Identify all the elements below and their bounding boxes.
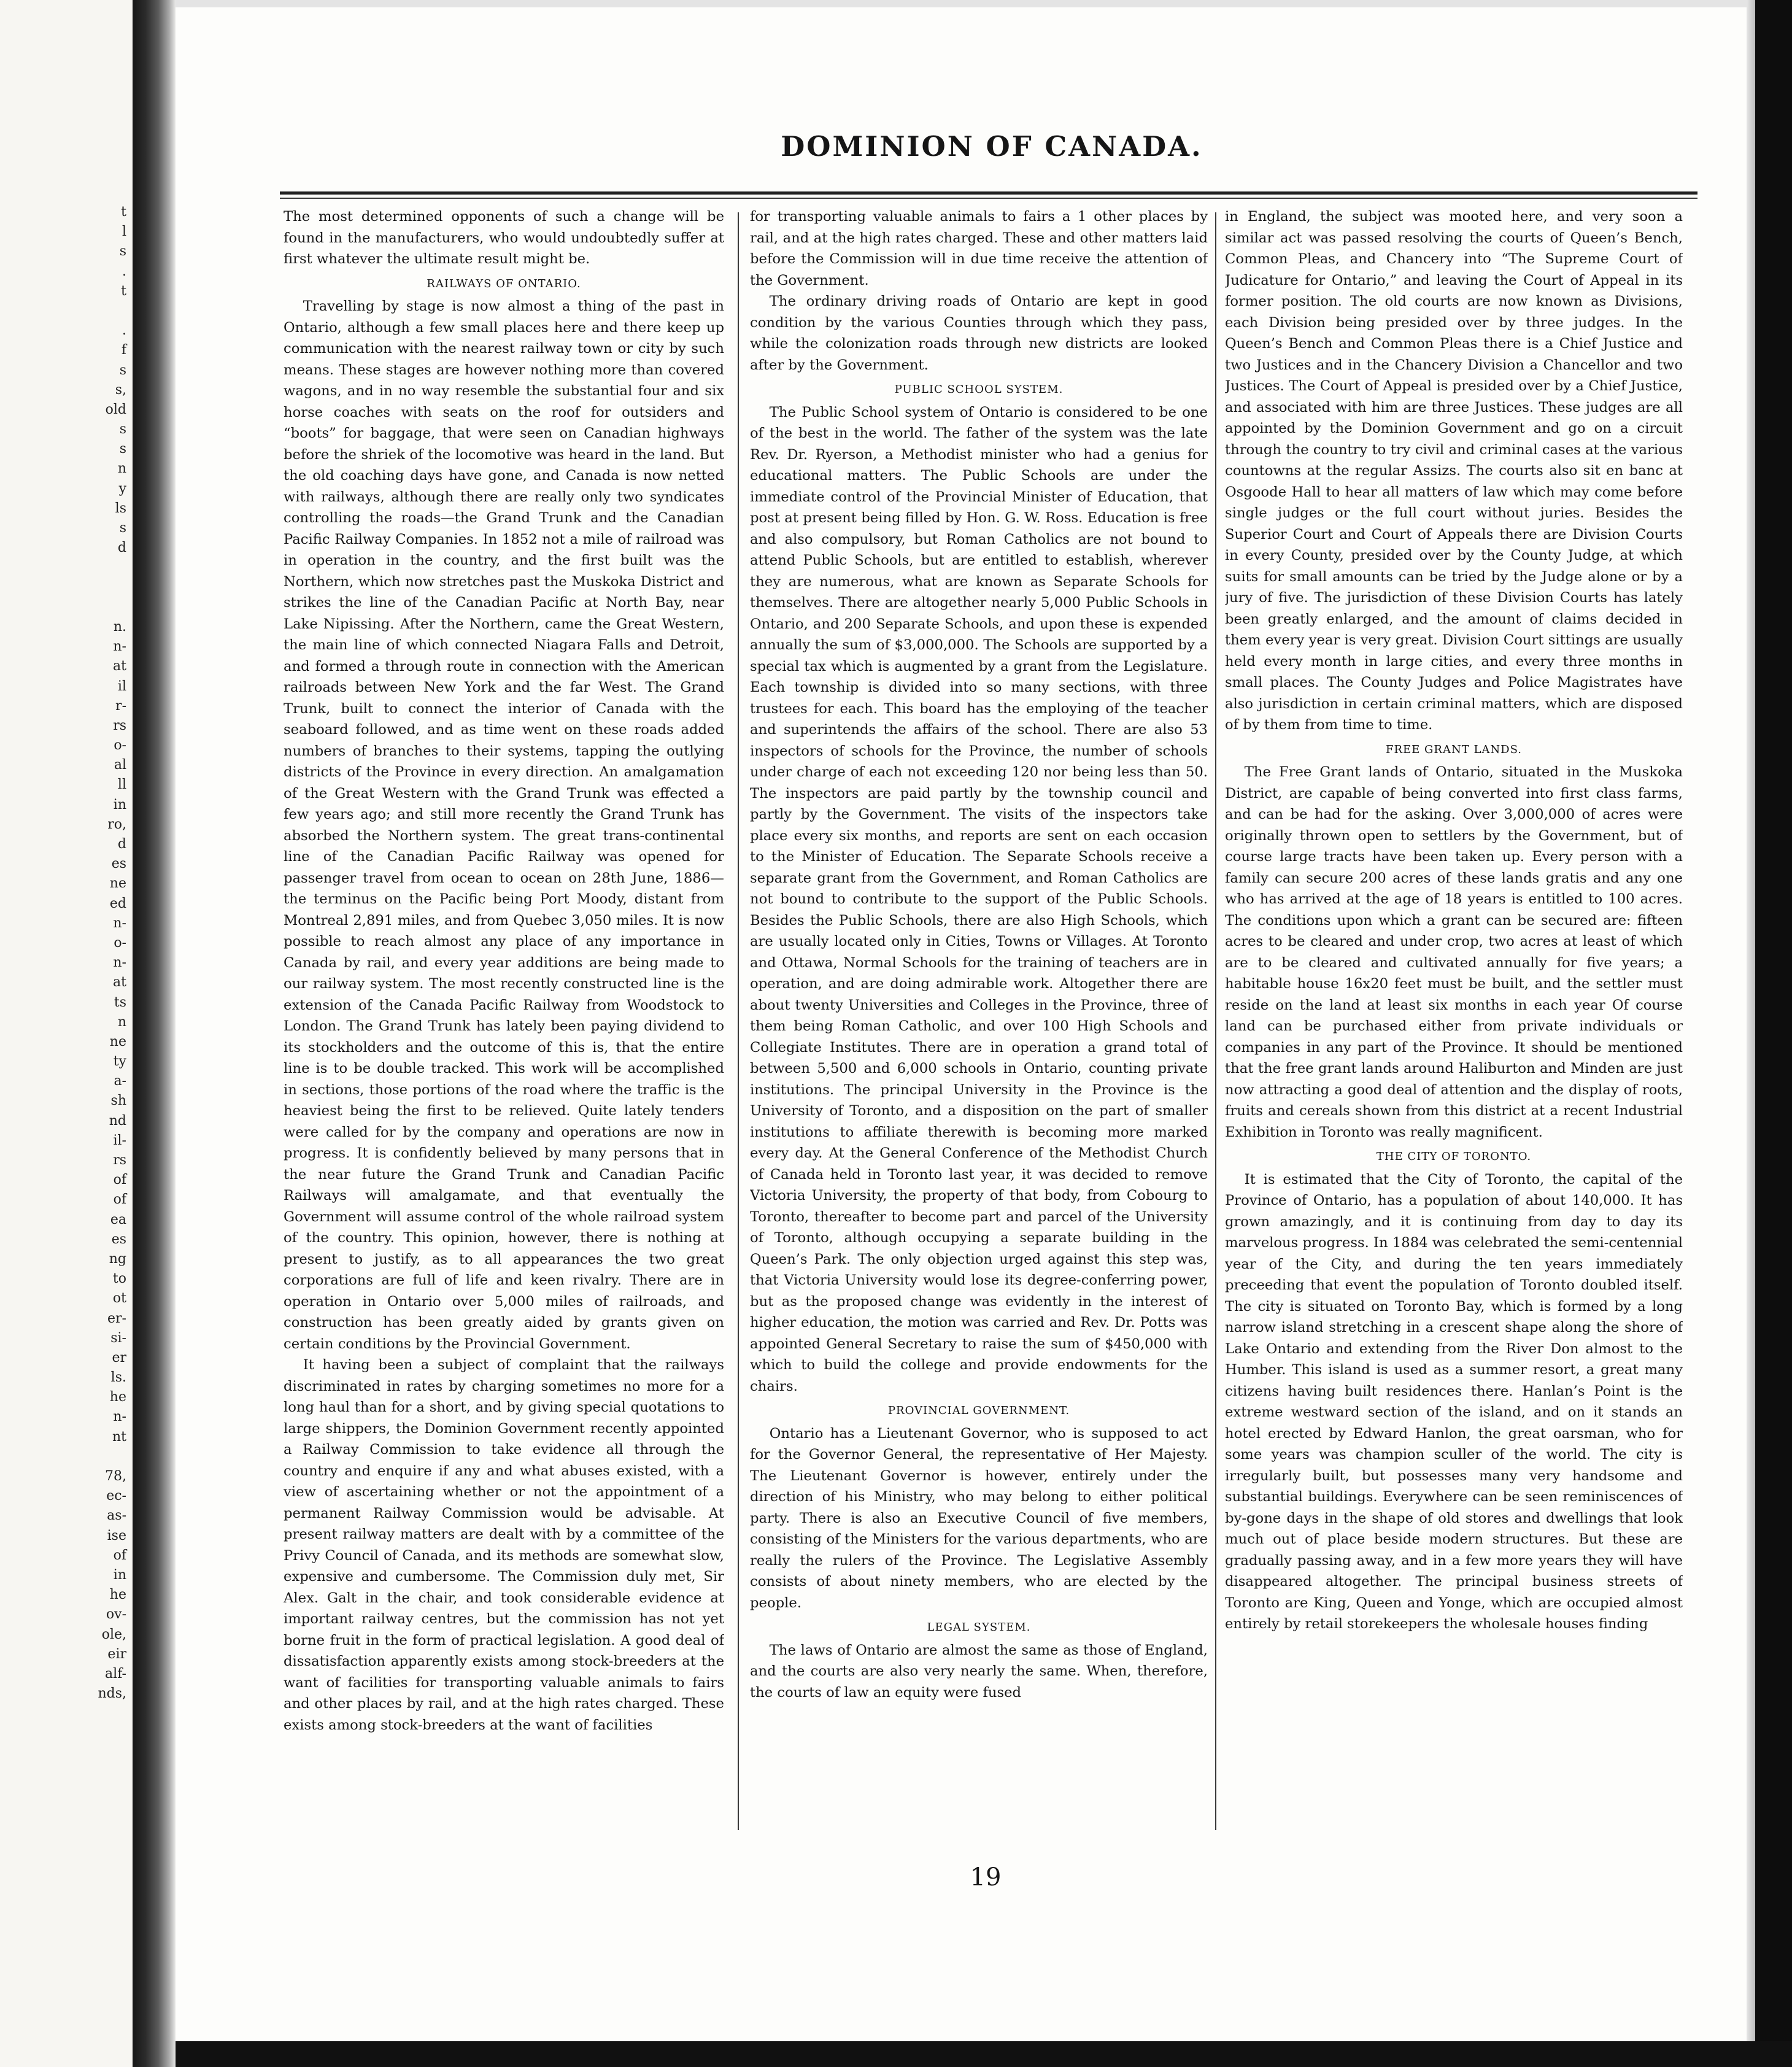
section-heading: FREE GRANT LANDS.	[1386, 743, 1522, 756]
facing-page-fragment: t	[121, 283, 126, 299]
facing-page-fragment: n.	[113, 619, 126, 635]
paragraph: It having been a subject of complaint that the railways discriminated in rates by charging sometimes no more for a long haul than for a short, and by giving special quotations to large shippers, the Dominion Government recently appointed a Railway Commission to take evidence all through the country and enquire if any and what abuses existed, with a view of ascertaining whether or not the appointment of a permanent Railway Commission would be advisable. At present railway matters are dealt with by a committee of the Privy Council of Canada, and its methods are somewhat slow, expensive and cumbersome. The Commission duly met, Sir Alex. Galt in the chair, and took considerable evidence at important railway centres, but the commission has not yet borne fruit in the form of practical legislation. A good deal of dissatisfaction apparently exists among stock-breeders at the want of facilities for transporting valuable animals to fairs and other places by rail, and at the high rates charged. These exists among stock-breeders at the want of facilities	[284, 1357, 724, 1733]
facing-page-fragment: he	[109, 1389, 126, 1405]
facing-page-fragment: es	[111, 1231, 126, 1247]
book-gutter	[133, 0, 176, 2067]
facing-page-fragment: ole,	[101, 1626, 126, 1642]
facing-page-fragment: s,	[115, 382, 126, 398]
facing-page-fragment: ls	[115, 500, 126, 516]
facing-page-fragment: to	[112, 1271, 126, 1287]
facing-page-fragment: nd	[109, 1113, 126, 1129]
paragraph: It is estimated that the City of Toronto, the capital of the Province of Ontario, has a population of about 140,000. It has grown amazingly, and it is continuing from day to day its marvelous progress. In 1884 was celebrated the semi-centennial year of the City, and during the ten years immediately preceeding that event the population of Toronto doubled itself. The city is situated on Toronto Bay, which is formed by a long narrow island stretching in a crescent shape along the shore of Lake Ontario and extending from the River Don almost to the Humber. This island is used as a summer resort, a great many citizens having built residences there. Hanlan’s Point is the extreme westward section of the island, and on it stands an hotel erected by Edward Hanlon, the great oarsman, who for some years was champion sculler of the world. The city is irregularly built, but possesses many very handsome and substantial buildings. Everywhere can be seen reminiscences of by-gone days in the shape of old stores and dwellings that look much out of place beside modern structures. But these are gradually passing away, and in a few more years they will have disappeared altogether. The principal business streets of Toronto are King, Queen and Yonge, which are occupied almost entirely by retail storekeepers the wholesale houses finding	[1225, 1171, 1683, 1632]
facing-page-fragment: .	[122, 323, 126, 339]
paragraph: for transporting valuable animals to fairs a 1 other places by rail, and at the high rates charged. These and other matters laid before the Commission will in due time receive the attention of the Government.	[750, 209, 1208, 288]
facing-page-fragment: in	[113, 797, 126, 813]
facing-page-fragment: si-	[110, 1330, 126, 1346]
paragraph: Ontario has a Lieutenant Governor, who is supposed to act for the Governor General, the representative of Her Majesty. The Lieutenant Governor is however, entirely under the direction of his Ministry, who may belong to either political party. There is also an Executive Council of five members, consisting of the Ministers for the various departments, who are really the rulers of the Province. The Legislative Assembly consists of about ninety members, who are elected by the people.	[750, 1425, 1208, 1611]
facing-page-fragment: ot	[112, 1291, 126, 1307]
header-rule	[280, 191, 1697, 195]
section-heading: PUBLIC SCHOOL SYSTEM.	[894, 383, 1064, 396]
header-rule-thin	[280, 198, 1697, 199]
facing-page-fragment: ts	[114, 994, 126, 1010]
facing-page-fragment: ea	[110, 1211, 126, 1227]
facing-page-fragment: er-	[107, 1310, 126, 1326]
facing-page-fragment: s	[119, 520, 126, 536]
facing-page-fragment: ll	[117, 777, 126, 793]
paragraph: Travelling by stage is now almost a thing of the past in Ontario, although a few small places here and there keep up communication with the nearest railway town or city by such means. These stages are however nothing more than covered wagons, and in no way resemble the substantial four and six horse coaches with seats on the roof for outsiders and “boots” for baggage, that were seen on Canadian highways before the shriek of the locomotive was heard in the land. But the old coaching days have gone, and Canada is now netted with railways, although there are really only two syndicates controlling the roads—the Grand Trunk and the Canadian Pacific Railway Companies. In 1852 not a mile of railroad was in operation in the country, and the first built was the Northern, which now stretches past the Muskoka District and strikes the line of the Canadian Pacific at North Bay, near Lake Nipissing. After the Northern, came the Great Western, the main line of which connected Niagara Falls and Detroit, and formed a through route in connection with the American railroads between New York and the far West. The Grand Trunk, built to connect the interior of Canada with the seaboard followed, and as time went on these roads added numbers of branches to their systems, tapping the outlying districts of the Province in every direction. An amalgamation of the Great Western with the Grand Trunk was effected a few years ago; and still more recently the Grand Trunk has absorbed the Northern system. The great trans-continental line of the Canadian Pacific Railway was opened for passenger travel from ocean to ocean on 28th June, 1886—the terminus on the Pacific being Port Moody, distant from Montreal 2,891 miles, and from Quebec 3,050 miles. It is now possible to reach almost any place of any importance in Canada by rail, and every year additions are being made to our railway system. The most recently constructed line is the extension of the Canada Pacific Railway from Woodstock to London. The Grand Trunk has lately been paying dividend to its stockholders and the outcome of this is, that the entire line is to be double tracked. This work will be accomplished in sections, those portions of the road where the traffic is the heaviest being the first to be relieved. Quite lately tenders were called for by the company and operations are now in progress. It is confidently believed by many persons that in the near future the Grand Trunk and Canadian Pacific Railways will amalgamate, and that eventually the Government will assume control of the whole railroad system of the country. This opinion, however, there is nothing at present to justify, as to all appearances the two great corporations are full of life and keen rivalry. There are in operation in Ontario over 5,000 miles of railroads, and construction has been greatly aided by grants given on certain conditions by the Provincial Government.	[284, 298, 724, 1352]
facing-page-fragment: o-	[114, 935, 126, 951]
section-heading: THE CITY OF TORONTO.	[1376, 1150, 1532, 1163]
section-heading: PROVINCIAL GOVERNMENT.	[887, 1404, 1070, 1417]
text-column-3	[1225, 206, 1683, 1826]
facing-page-fragment: old	[105, 401, 126, 417]
facing-page-fragment: n-	[113, 955, 126, 971]
facing-page-fragment: ec-	[106, 1488, 126, 1504]
facing-page-fragment: .	[122, 263, 126, 279]
paragraph: The most determined opponents of such a change will be found in the manufacturers, who would undoubtedly suffer at first whatever the ultimate result might be.	[284, 209, 724, 267]
facing-page-fragment: f	[121, 342, 126, 358]
facing-page-fragment: ng	[109, 1251, 126, 1267]
facing-page-fragment: il-	[113, 1132, 126, 1148]
section-heading: RAILWAYS OF ONTARIO.	[427, 277, 581, 290]
facing-page-fragment: n	[117, 461, 126, 477]
facing-page-fragment: d	[117, 836, 126, 852]
facing-page-fragment: of	[113, 1172, 126, 1188]
facing-page-fragment: a-	[114, 1073, 126, 1089]
facing-page-fragment: er	[112, 1350, 126, 1366]
facing-page	[0, 0, 133, 2067]
facing-page-fragment	[14, 598, 130, 617]
section-heading: LEGAL SYSTEM.	[927, 1621, 1031, 1634]
facing-page-fragment: n-	[113, 915, 126, 931]
facing-page-fragment	[14, 558, 130, 578]
scan-border-bottom	[176, 2041, 1792, 2067]
facing-page-fragment: s	[119, 422, 126, 438]
facing-page-fragment: sh	[110, 1093, 126, 1109]
page-number: 19	[970, 1863, 1002, 1891]
facing-page-fragment: ne	[109, 876, 126, 892]
paragraph: in England, the subject was mooted here, and very soon a similar act was passed resolving the courts of Queen’s Bench, Common Pleas, and Chancery into “The Supreme Court of Judicature for Ontario,” and leaving the Court of Appeal in its former position. The old courts are now known as Divisions, each Division being presided over by three judges. In the Queen’s Bench and Common Pleas there is a Chief Justice and two Justices and in the Chancery Division a Chancellor and two Justices. The Court of Appeal is presided over by a Chief Justice, and associated with him are three Justices. These judges are all appointed by the Dominion Government and go on a circuit through the country to try civil and criminal cases at the various countowns at the regular Assizs. The courts also sit en banc at Osgoode Hall to hear all matters of law which may come before single judges or the full court without juries. Besides the Superior Court and Court of Appeals there are Division Courts in every County, presided over by the County Judge, at which suits for small amounts can be tried by the Judge alone or by a jury of five. The jurisdiction of these Division Courts has lately been greatly enlarged, and the amount of claims decided in them every year is very great. Division Court sittings are usually held every month in large cities, and every three months in small places. The County Judges and Police Magistrates have also jurisdiction in certain criminal matters, which are disposed of by them from time to time.	[1225, 209, 1683, 733]
column-rule	[738, 212, 739, 1830]
scan-border-right	[1755, 0, 1792, 2067]
facing-page-fragment: al	[114, 757, 126, 773]
paragraph: The laws of Ontario are almost the same as those of England, and the courts are also very nearly the same. When, therefore, the courts of law an equity were fused	[750, 1642, 1208, 1701]
facing-page-fragment: ed	[109, 895, 126, 911]
facing-page-fragment: n	[117, 1014, 126, 1030]
facing-page-fragment: s	[119, 362, 126, 378]
facing-page-fragment: eir	[107, 1646, 126, 1662]
paragraph: The ordinary driving roads of Ontario are kept in good condition by the various Counties through which they pass, while the colonization roads through new districts are looked after by the Government.	[750, 293, 1208, 373]
running-head: DOMINION OF CANADA.	[781, 130, 1203, 163]
facing-page-fragment: 78,	[105, 1469, 126, 1484]
page-right-edge	[1747, 0, 1755, 2041]
text-column-2	[750, 206, 1208, 1826]
paragraph: The Public School system of Ontario is considered to be one of the best in the world. The father of the system was the late Rev. Dr. Ryerson, a Methodist minister who had a genius for educational matters. The Public Schools are under the immediate control of the Provincial Minister of Education, that post at present being filled by Hon. G. W. Ross. Education is free and also compulsory, but Roman Catholics are not bound to attend Public Schools, but are entitled to establish, wherever they are numerous, what are known as Separate Schools for themselves. There are altogether nearly 5,000 Public Schools in Ontario, and 200 Separate Schools, and upon these is expended annually the sum of $3,000,000. The Schools are supported by a special tax which is augmented by a grant from the Legislature. Each township is divided into so many sections, with three trustees for each. This board has the employing of the teacher and superintends the affairs of the school. There are also 53 inspectors of schools for the Province, the number of schools under charge of each not exceeding 120 nor being less than 50. The inspectors are paid partly by the township council and partly by the Government. The visits of the inspectors take place every six months, and reports are sent on each occasion to the Minister of Education. The Separate Schools receive a separate grant from the Government, and Roman Catholics are not bound to contribute to the support of the Public Schools. Besides the Public Schools, there are also High Schools, which are usually located only in Cities, Towns or Villages. At Toronto and Ottawa, Normal Schools for the training of teachers are in operation, and are doing admirable work. Altogether there are about twenty Universities and Colleges in the Province, three of them being Roman Catholic, and over 100 High Schools and Collegiate Institutes. There are in operation a grand total of between 5,500 and 6,000 schools in Ontario, counting private institutions. The principal University in the Province is the University of Toronto, and a disposition on the part of smaller institutions to affiliate therewith is becoming more marked every day. At the General Conference of the Methodist Church of Canada held in Toronto last year, it was decided to remove Victoria University, the property of that body, from Cobourg to Toronto, thereafter to become part and parcel of the University of Toronto, although occupying a separate building in the Queen’s Park. The only objection urged against this step was, that Victoria University would lose its degree-conferring power, but as the proposed change was evidently in the interest of higher education, the motion was carried and Rev. Dr. Potts was appointed General Secretary to raise the sum of $450,000 with which to build the college and provide endowments for the chairs.	[750, 404, 1208, 1394]
facing-page-text-fragments	[14, 203, 130, 1860]
facing-page-fragment: ise	[107, 1528, 126, 1543]
facing-page-fragment: rs	[113, 1153, 126, 1168]
facing-page-fragment: of	[113, 1192, 126, 1208]
facing-page-fragment: at	[113, 659, 126, 674]
facing-page-fragment: n-	[113, 1409, 126, 1425]
text-column-1	[284, 206, 724, 1826]
facing-page-fragment: t	[121, 204, 126, 220]
facing-page-fragment: y	[118, 481, 126, 496]
facing-page-fragment: alf-	[105, 1666, 126, 1682]
facing-page-fragment: as-	[107, 1508, 126, 1524]
facing-page-fragment: s	[119, 244, 126, 260]
facing-page-fragment: n-	[113, 639, 126, 655]
facing-page-fragment: he	[109, 1587, 126, 1603]
facing-page-fragment: nt	[112, 1429, 126, 1445]
facing-page-fragment: o-	[114, 738, 126, 754]
facing-page-fragment	[14, 578, 130, 598]
facing-page-fragment: il	[117, 678, 126, 694]
facing-page-fragment: ov-	[106, 1607, 126, 1623]
page-top-edge	[176, 0, 1747, 7]
facing-page-fragment: ne	[109, 1034, 126, 1049]
facing-page-fragment: nds,	[98, 1686, 126, 1702]
facing-page-fragment: ty	[113, 1054, 126, 1070]
facing-page-fragment: ls.	[110, 1370, 126, 1386]
facing-page-fragment: l	[122, 224, 126, 240]
facing-page-fragment	[14, 1447, 130, 1467]
facing-page-fragment: ro,	[107, 816, 126, 832]
facing-page-fragment: rs	[113, 717, 126, 733]
facing-page-fragment: r-	[115, 698, 126, 714]
facing-page-fragment: of	[113, 1547, 126, 1563]
facing-page-fragment: at	[113, 975, 126, 991]
column-rule	[1215, 212, 1216, 1830]
facing-page-fragment: d	[117, 540, 126, 556]
facing-page-fragment: es	[111, 856, 126, 872]
paragraph: The Free Grant lands of Ontario, situated in the Muskoka District, are capable of being converted into first class farms, and can be had for the asking. Over 3,000,000 of acres were originally thrown open to settlers by the Government, but of course large tracts have been taken up. Every person with a family can secure 200 acres of these lands gratis and any one who has arrived at the age of 18 years is entitled to 100 acres. The conditions upon which a grant can be secured are: fifteen acres to be cleared and under crop, two acres at least of which are to be cleared and cultivated annually for five years; a habitable house 16x20 feet must be built, and the settler must reside on the land at least six months in each year Of course land can be purchased either from private individuals or companies in any part of the Province. It should be mentioned that the free grant lands around Haliburton and Minden are just now attracting a good deal of attention and the display of roots, fruits and cereals shown from this district at a recent Industrial Exhibition in Toronto was really magnificent.	[1225, 764, 1683, 1140]
facing-page-fragment: in	[113, 1567, 126, 1583]
facing-page-fragment: s	[119, 441, 126, 457]
facing-page-fragment	[14, 301, 130, 321]
